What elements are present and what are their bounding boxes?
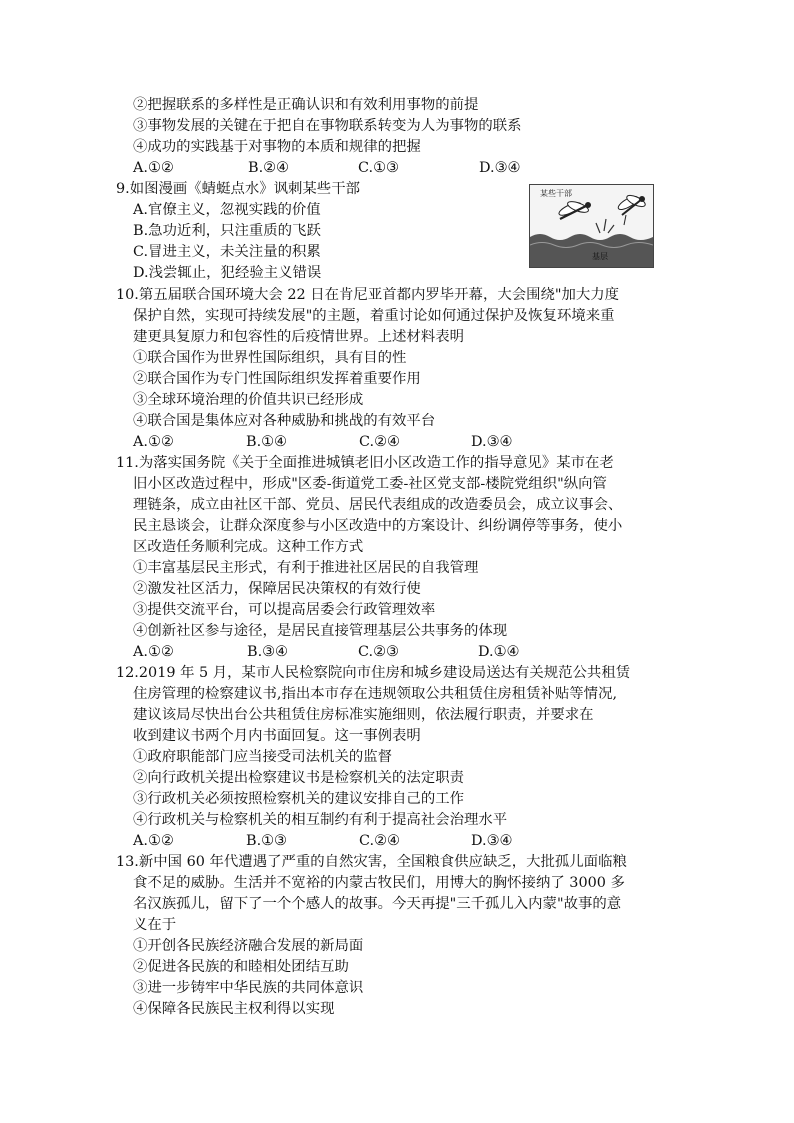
q12-option-b[interactable]: B.①③: [246, 833, 287, 849]
q12-statement-4: ④行政机关与检察机关的相互制约有利于提高社会治理水平: [133, 812, 508, 828]
q12-option-c[interactable]: C.②④: [359, 833, 400, 849]
cartoon-ground-label: 基层: [592, 252, 608, 261]
q10-stem-line-2: 保护自然，实现可持续发展"的主题，着重讨论如何通过保护及恢复环境来重: [133, 308, 615, 324]
q9-stem: 9.如图漫画《蜻蜓点水》讽刺某些干部: [116, 181, 360, 197]
q9-option-c[interactable]: C.冒进主义，未关注量的积累: [133, 244, 321, 260]
q11-option-c[interactable]: C.②③: [358, 644, 399, 660]
q8-options: [133, 158, 553, 179]
q10-statement-1: ①联合国作为世界性国际组织，具有目的性: [133, 350, 407, 366]
q10-stem-line-1: 10.第五届联合国环境大会 22 日在肯尼亚首都内罗毕开幕，大会围绕"加大力度: [116, 287, 620, 303]
q10-option-a[interactable]: A.①②: [133, 434, 174, 450]
q12-stem-line-2: 住房管理的检察建议书,指出本市存在违规领取公共租赁住房租赁补贴等情况,: [133, 686, 618, 702]
q12-statement-1: ①政府职能部门应当接受司法机关的监督: [133, 749, 393, 765]
q11-stem-line-4: 民主恳谈会，让群众深度参与小区改造中的方案设计、纠纷调停等事务，使小: [133, 518, 623, 534]
q11-statement-3: ③提供交流平台，可以提高居委会行政管理效率: [133, 602, 436, 618]
dragonfly-left: [557, 199, 591, 219]
q11-option-a[interactable]: A.①②: [133, 644, 174, 660]
q13-stem-line-3: 名汉族孤儿，留下了一个个感人的故事。今天再提"三千孤儿入内蒙"故事的意: [133, 896, 622, 912]
q13-statement-2: ②促进各民族的和睦相处团结互助: [133, 959, 349, 975]
q8-option-d[interactable]: D.③④: [479, 160, 521, 176]
q11-stem-line-2: 旧小区改造过程中，形成"区委-街道党工委-社区党支部-楼院党组织"纵向管: [133, 476, 607, 492]
q12-options: [133, 831, 553, 852]
q8-option-c[interactable]: C.①③: [358, 160, 399, 176]
q8-statement-3: ③事物发展的关键在于把自在事物联系转变为人为事物的联系: [133, 118, 522, 134]
q8-statement-2: ②把握联系的多样性是正确认识和有效利用事物的前提: [133, 97, 479, 113]
splash-marks: [596, 219, 614, 233]
q13-stem-line-2: 食不足的威胁。生活并不宽裕的内蒙古牧民们，用博大的胸怀接纳了 3000 多: [133, 875, 625, 891]
q13-statement-4: ④保障各民族民主权利得以实现: [133, 1001, 335, 1017]
q9-option-d[interactable]: D.浅尝辄止，犯经验主义错误: [133, 265, 322, 281]
q13-statement-3: ③进一步铸牢中华民族的共同体意识: [133, 980, 364, 996]
q12-stem-line-4: 收到建议书两个月内书面回复。这一事例表明: [133, 728, 421, 744]
q8-option-b[interactable]: B.②④: [248, 160, 289, 176]
q11-options: [133, 642, 553, 663]
q12-stem-line-3: 建议该局尽快出台公共租赁住房标准实施细则，依法履行职责，并要求在: [133, 707, 594, 723]
q13-statement-1: ①开创各民族经济融合发展的新局面: [133, 938, 364, 954]
q12-statement-2: ②向行政机关提出检察建议书是检察机关的法定职责: [133, 770, 464, 786]
cartoon-caption: 某些干部: [540, 189, 572, 198]
q10-option-c[interactable]: C.②④: [359, 434, 400, 450]
q11-option-b[interactable]: B.③④: [247, 644, 288, 660]
q11-stem-line-5: 区改造任务顺利完成。这种工作方式: [133, 539, 364, 555]
q12-stem-line-1: 12.2019 年 5 月，某市人民检察院向市住房和城乡建设局送达有关规范公共租赁: [116, 665, 631, 681]
q11-stem-line-1: 11.为落实国务院《关于全面推进城镇老旧小区改造工作的指导意见》某市在老: [116, 455, 614, 471]
q8-option-a[interactable]: A.①②: [133, 160, 174, 176]
q10-statement-2: ②联合国作为专门性国际组织发挥着重要作用: [133, 371, 421, 387]
q11-stem-line-3: 理链条，成立由社区干部、党员、居民代表组成的改造委员会，成立议事会、: [133, 497, 623, 513]
q11-statement-2: ②激发社区活力，保障居民决策权的有效行使: [133, 581, 421, 597]
dragonfly-right: [616, 193, 646, 225]
q11-statement-4: ④创新社区参与途径，是居民直接管理基层公共事务的体现: [133, 623, 508, 639]
q10-option-d[interactable]: D.③④: [471, 434, 513, 450]
q10-options: [133, 432, 553, 453]
q10-statement-4: ④联合国是集体应对各种威胁和挑战的有效平台: [133, 413, 436, 429]
q9-option-b[interactable]: B.急功近利，只注重质的飞跃: [133, 223, 321, 239]
q10-statement-3: ③全球环境治理的价值共识已经形成: [133, 392, 364, 408]
q11-option-d[interactable]: D.①④: [478, 644, 520, 660]
q12-option-a[interactable]: A.①②: [133, 833, 174, 849]
dragonfly-cartoon: [529, 184, 654, 268]
q10-option-b[interactable]: B.①④: [246, 434, 287, 450]
q10-stem-line-3: 建更具复原力和包容性的后疫情世界。上述材料表明: [133, 329, 464, 345]
q11-statement-1: ①丰富基层民主形式，有利于推进社区居民的自我管理: [133, 560, 479, 576]
q12-option-d[interactable]: D.③④: [471, 833, 513, 849]
q9-option-a[interactable]: A.官僚主义，忽视实践的价值: [133, 202, 321, 218]
q12-statement-3: ③行政机关必须按照检察机关的建议安排自己的工作: [133, 791, 464, 807]
q13-stem-line-4: 义在于: [133, 917, 177, 933]
q8-statement-4: ④成功的实践基于对事物的本质和规律的把握: [133, 139, 421, 155]
q13-stem-line-1: 13.新中国 60 年代遭遇了严重的自然灾害，全国粮食供应缺乏，大批孤儿面临粮: [116, 854, 627, 870]
